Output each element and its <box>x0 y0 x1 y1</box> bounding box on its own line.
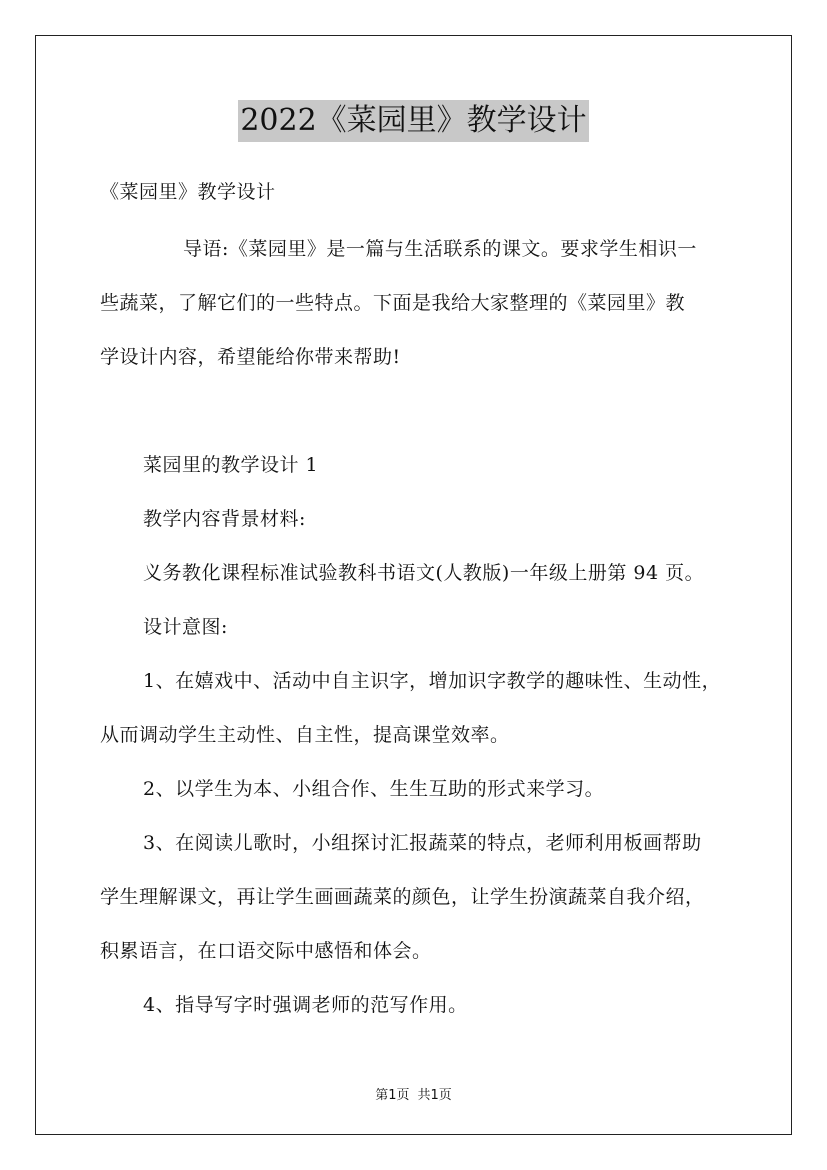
design-intent-heading: 设计意图: <box>143 616 228 638</box>
subtitle-line: 《菜园里》教学设计 <box>100 181 276 203</box>
intro-line-3: 学设计内容，希望能给你带来帮助! <box>100 346 401 368</box>
point-1-line-1: 1、在嬉戏中、活动中自主识字，增加识字教学的趣味性、生动性， <box>143 670 722 692</box>
point-3-line-1: 3、在阅读儿歌时，小组探讨汇报蔬菜的特点，老师利用板画帮助 <box>143 832 702 854</box>
section-heading: 菜园里的教学设计 1 <box>143 454 319 476</box>
point-4: 4、指导写字时强调老师的范写作用。 <box>143 994 468 1016</box>
page-total: 共1页 <box>417 1088 452 1103</box>
intro-line-1: 导语:《菜园里》是一篇与生活联系的课文。要求学生相识一 <box>183 238 697 260</box>
intro-line-2: 些蔬菜，了解它们的一些特点。下面是我给大家整理的《菜园里》教 <box>100 292 686 314</box>
point-3-line-2: 学生理解课文，再让学生画画蔬菜的颜色，让学生扮演蔬菜自我介绍， <box>100 886 705 908</box>
point-3-line-3: 积累语言，在口语交际中感悟和体会。 <box>100 940 432 962</box>
point-2: 2、以学生为本、小组合作、生生互助的形式来学习。 <box>143 778 605 800</box>
title-container <box>0 100 827 142</box>
page-number: 第1页 <box>375 1088 410 1103</box>
background-heading: 教学内容背景材料: <box>143 508 306 530</box>
point-1-line-2: 从而调动学生主动性、自主性，提高课堂效率。 <box>100 724 510 746</box>
background-text: 义务教化课程标准试验教科书语文(人教版)一年级上册第 94 页。 <box>143 562 705 584</box>
page-footer <box>0 1084 827 1103</box>
document-title: 2022《菜园里》教学设计 <box>238 100 588 142</box>
